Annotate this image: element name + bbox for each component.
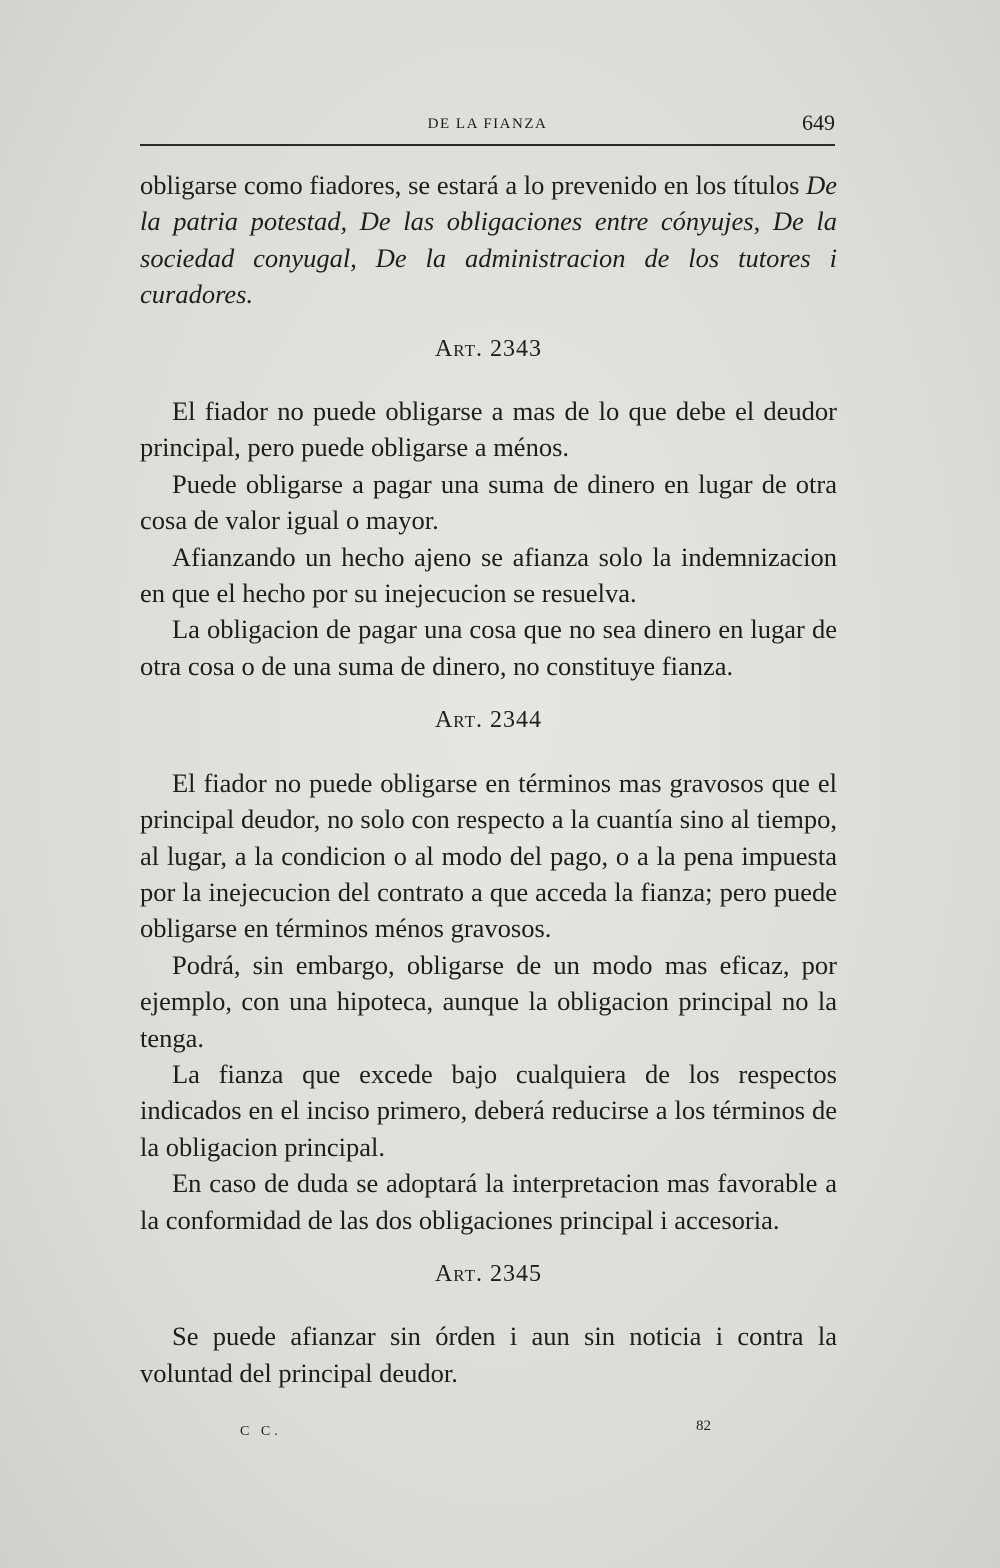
article-number: 2344 — [490, 707, 543, 734]
title-administracion-tutores: De la administracion de los tutores i curadores. — [140, 242, 837, 310]
opening-paragraph — [140, 167, 837, 313]
article-2345-paragraph-1: Se puede afianzar sin órden i aun sin noticia i contra la voluntad del principal deudor. — [140, 1321, 837, 1388]
page-number: 649 — [802, 110, 835, 135]
signature-number: 82 — [696, 1418, 711, 1434]
article-label: Art. — [434, 707, 484, 734]
title-sociedad-conyugal: De la sociedad conyugal, — [140, 206, 838, 273]
article-label: Art. — [434, 1260, 484, 1287]
article-2344-paragraph-1: El fiador no puede obligarse en términos mas gravosos que el principal deudor, no solo con respecto a la cuantía sino al tiempo, al lugar, a la condicion o al modo del pago, o a la pena impuesta por la inejecucion del contrato a que acceda la fianza; pero puede obligarse en términos ménos gravosos. — [140, 767, 837, 944]
article-2343-paragraph-2: Puede obligarse a pagar una suma de dinero en lugar de otra cosa de valor igual o mayor. — [140, 468, 837, 536]
article-heading-2343 — [140, 331, 837, 367]
article-number: 2343 — [490, 335, 543, 362]
title-patria-potestad: De la patria potestad, — [140, 170, 837, 237]
article-2343-paragraph-1: El fiador no puede obligarse a mas de lo que debe el deudor principal, pero puede obligarse a ménos. — [140, 396, 837, 463]
page-header — [140, 110, 835, 146]
article-heading-2344 — [140, 702, 837, 738]
running-head: DE LA FIANZA — [427, 116, 548, 132]
opening-text: obligarse como fiadores, se estará a lo prevenido en los títulos — [140, 170, 807, 200]
article-2344-paragraph-3: La fianza que excede bajo cualquiera de los respectos indicados en el inciso primero, deberá reducirse a los términos de la obligacion principal. — [140, 1058, 837, 1162]
body-text — [140, 167, 837, 1391]
article-2344-paragraph-4: En caso de duda se adoptará la interpretacion mas favorable a la conformidad de las dos obligaciones principal i accesoria. — [140, 1168, 837, 1235]
printer-signature: C C. — [240, 1424, 282, 1439]
article-2343-paragraph-4: La obligacion de pagar una cosa que no sea dinero en lugar de otra cosa o de una suma de dinero, no constituye fianza. — [140, 614, 837, 681]
article-number: 2345 — [490, 1260, 543, 1287]
title-obligaciones-conyujes: De las obligaciones entre cónyujes, — [359, 206, 761, 237]
article-label: Art. — [434, 335, 484, 362]
article-2343-paragraph-3: Afianzando un hecho ajeno se afianza solo la indemnizacion en que el hecho por su inejecucion se resuelva. — [140, 541, 837, 609]
article-heading-2345 — [140, 1256, 837, 1292]
article-2344-paragraph-2: Podrá, sin embargo, obligarse de un modo mas eficaz, por ejemplo, con una hipoteca, aunque la obligacion principal no la tenga. — [140, 949, 837, 1053]
